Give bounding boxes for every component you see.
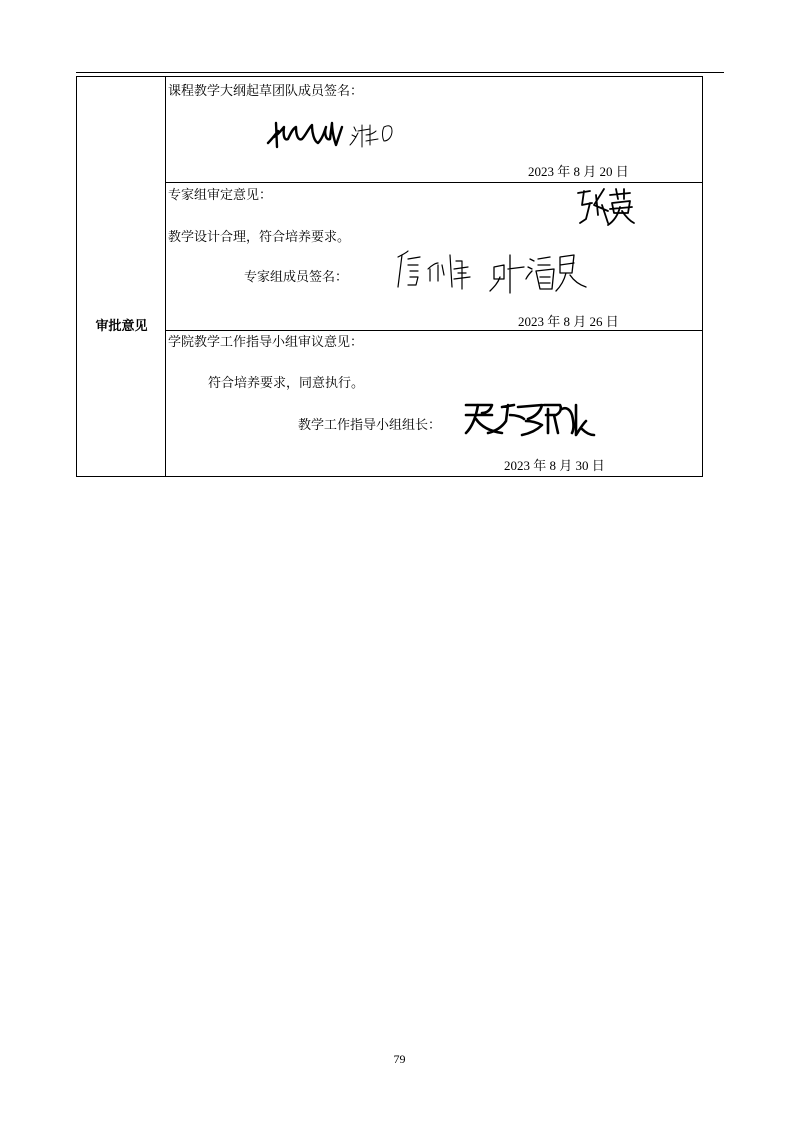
drafting-team-cell — [166, 77, 702, 183]
expert-members-signature — [394, 247, 590, 299]
drafting-team-signature — [266, 117, 406, 153]
expert-group-label: 专家组审定意见： — [168, 188, 273, 203]
drafting-team-date: 2023 年 8 月 20 日 — [528, 164, 629, 179]
header-rule — [76, 72, 724, 73]
expert-members-label: 专家组成员签名： — [244, 270, 349, 285]
approval-row-label: 审批意见 — [95, 319, 148, 334]
expert-lead-signature — [574, 185, 634, 229]
college-group-date: 2023 年 8 月 30 日 — [504, 458, 605, 473]
college-group-cell — [166, 331, 702, 476]
approval-table — [76, 76, 703, 477]
college-group-label: 学院教学工作指导小组审议意见： — [168, 335, 364, 350]
drafting-team-label: 课程教学大纲起草团队成员签名： — [168, 84, 364, 99]
group-leader-signature — [462, 399, 594, 441]
page-number: 79 — [393, 1052, 406, 1066]
expert-group-cell — [166, 183, 702, 331]
group-leader-label: 教学工作指导小组组长： — [298, 418, 442, 433]
college-group-opinion: 符合培养要求，同意执行。 — [208, 376, 365, 391]
approval-label-cell — [77, 77, 166, 476]
expert-group-opinion: 教学设计合理，符合培养要求。 — [168, 230, 351, 245]
expert-group-date: 2023 年 8 月 26 日 — [518, 314, 619, 329]
